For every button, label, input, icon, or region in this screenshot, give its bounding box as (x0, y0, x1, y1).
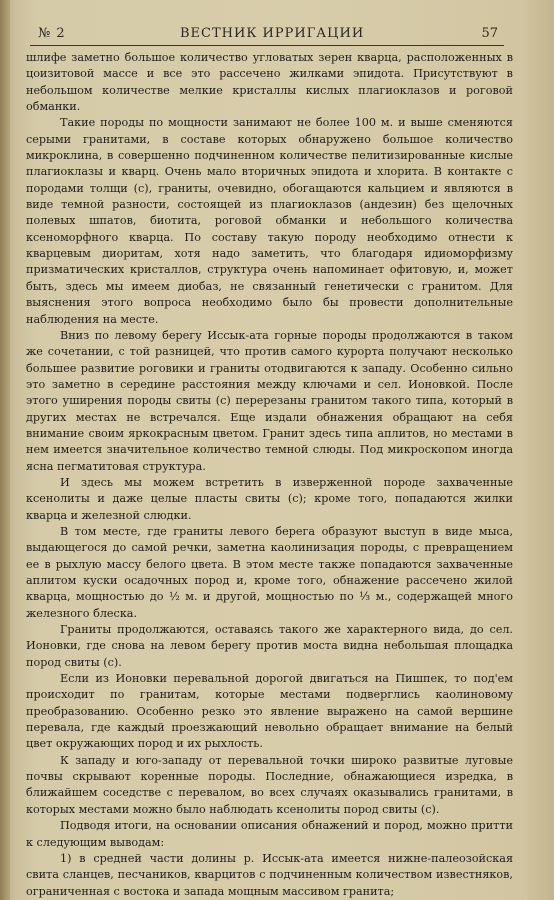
paragraph: Граниты продолжаются, оставаясь такого же характерного вида, до сел. Ионовки, где снова на левом берегу против моста видна небольшая площадка пород свиты (с). (26, 623, 513, 669)
paragraph: К западу и юго-западу от перевальной точки широко развитые луговые почвы скрывают коренные породы. Последние, обнажающиеся изредка, в ближайшем соседстве с перевалом, во всех случаях оказывались гранитами, в которых местами можно было наблюдать ксенолиты пород свиты (с). (26, 753, 513, 816)
paragraph: Такие породы по мощности занимают не более 100 м. и выше сменяются серыми гранитами, в составе которых обнаружено большое количество микроклина, в совершенно подчиненном количестве пелитизированные кислые плагиоклазы и кварц. Очень мало вторичных эпидота и хлорита. В контакте с породами толщи (с), граниты, очевидно, обогащаются кальцием и являются в виде темной разности, состоящей из плагиоклазов (андезин) без щелочных полевых шпатов, биотита, роговой обманки и небольшого количества ксеноморфного кварца. По составу такую породу необходимо отнести к кварцевым диоритам, хотя надо заметить, что благодаря идиоморфизму призматических кристаллов, структура очень напоминает офитовую, и, может быть, здесь мы имеем диобаз, не связанный генетически с гранитом. Для выяснения этого вопроса необходимо было бы провести дополнительные наблюдения на месте. (26, 116, 513, 326)
paragraph: шлифе заметно большое количество угловатых зерен кварца, расположенных в цоизитовой массе и все это рассечено жилками эпидота. Присутствуют в небольшом количестве мелкие кристаллы кислых плагиоклазов и роговой обманки. (26, 51, 513, 114)
paragraph: 1) в средней части долины р. Иссык-ата имеется нижне-палеозойская свита сланцев, песчаников, кварцитов с подчиненным количеством известняков, ограниченная с востока и запада мощным массивом гранита; (26, 851, 513, 898)
journal-title: ВЕСТНИК ИРРИГАЦИИ (180, 26, 365, 41)
paragraph: Если из Ионовки перевальной дорогой двигаться на Пишпек, то под'ем происходит по гранитам, которые местами подверглись каолиновому преобразованию. Особенно резко это явление выражено на самой вершине перевала, где каждый проезжающий невольно обращает внимание на белый цвет окружающих пород и их рыхлость. (26, 672, 513, 751)
paragraph: В том месте, где граниты левого берега образуют выступ в виде мыса, выдающегося до самой речки, заметна каолинизация породы, с превращением ее в рыхлую массу белого цвета. В этом месте также попадаются захваченные аплитом куски осадочных пород и, кроме того, обнажение рассечено жилой кварца, мощностью до ½ м. и другой, мощностью по ⅓ м., содержащей много железного блеска. (26, 524, 513, 620)
running-header (38, 22, 498, 44)
issue-number: № 2 (38, 26, 66, 41)
header-rule (30, 45, 504, 46)
body-text (26, 50, 513, 900)
paragraph: И здесь мы можем встретить в изверженной породе захваченные ксенолиты и даже целые пласты свиты (с); кроме того, попадаются жилки кварца и железной слюдки. (26, 475, 513, 522)
page-binding-edge (0, 0, 10, 900)
page-number: 57 (481, 26, 498, 41)
paragraph: Вниз по левому берегу Иссык-ата горные породы продолжаются в таком же сочетании, с той разницей, что против самого курорта получают несколько большее развитие роговики и граниты отодвигаются к западу. Особенно сильно это заметно в середине расстояния между ключами и сел. Ионовкой. После этого уширения породы свиты (с) перерезаны гранитом такого типа, который в других местах не встречался. Еще издали обнажения обращают на себя внимание своим яркокрасным цветом. Гранит здесь типа аплитов, но местами в нем имеется значительное количество темной слюды. Под микроскопом иногда ясна пегматитовая структура. (26, 328, 513, 473)
paragraph: Подводя итоги, на основании описания обнажений и пород, можно притти к следующим выводам: (26, 819, 513, 849)
